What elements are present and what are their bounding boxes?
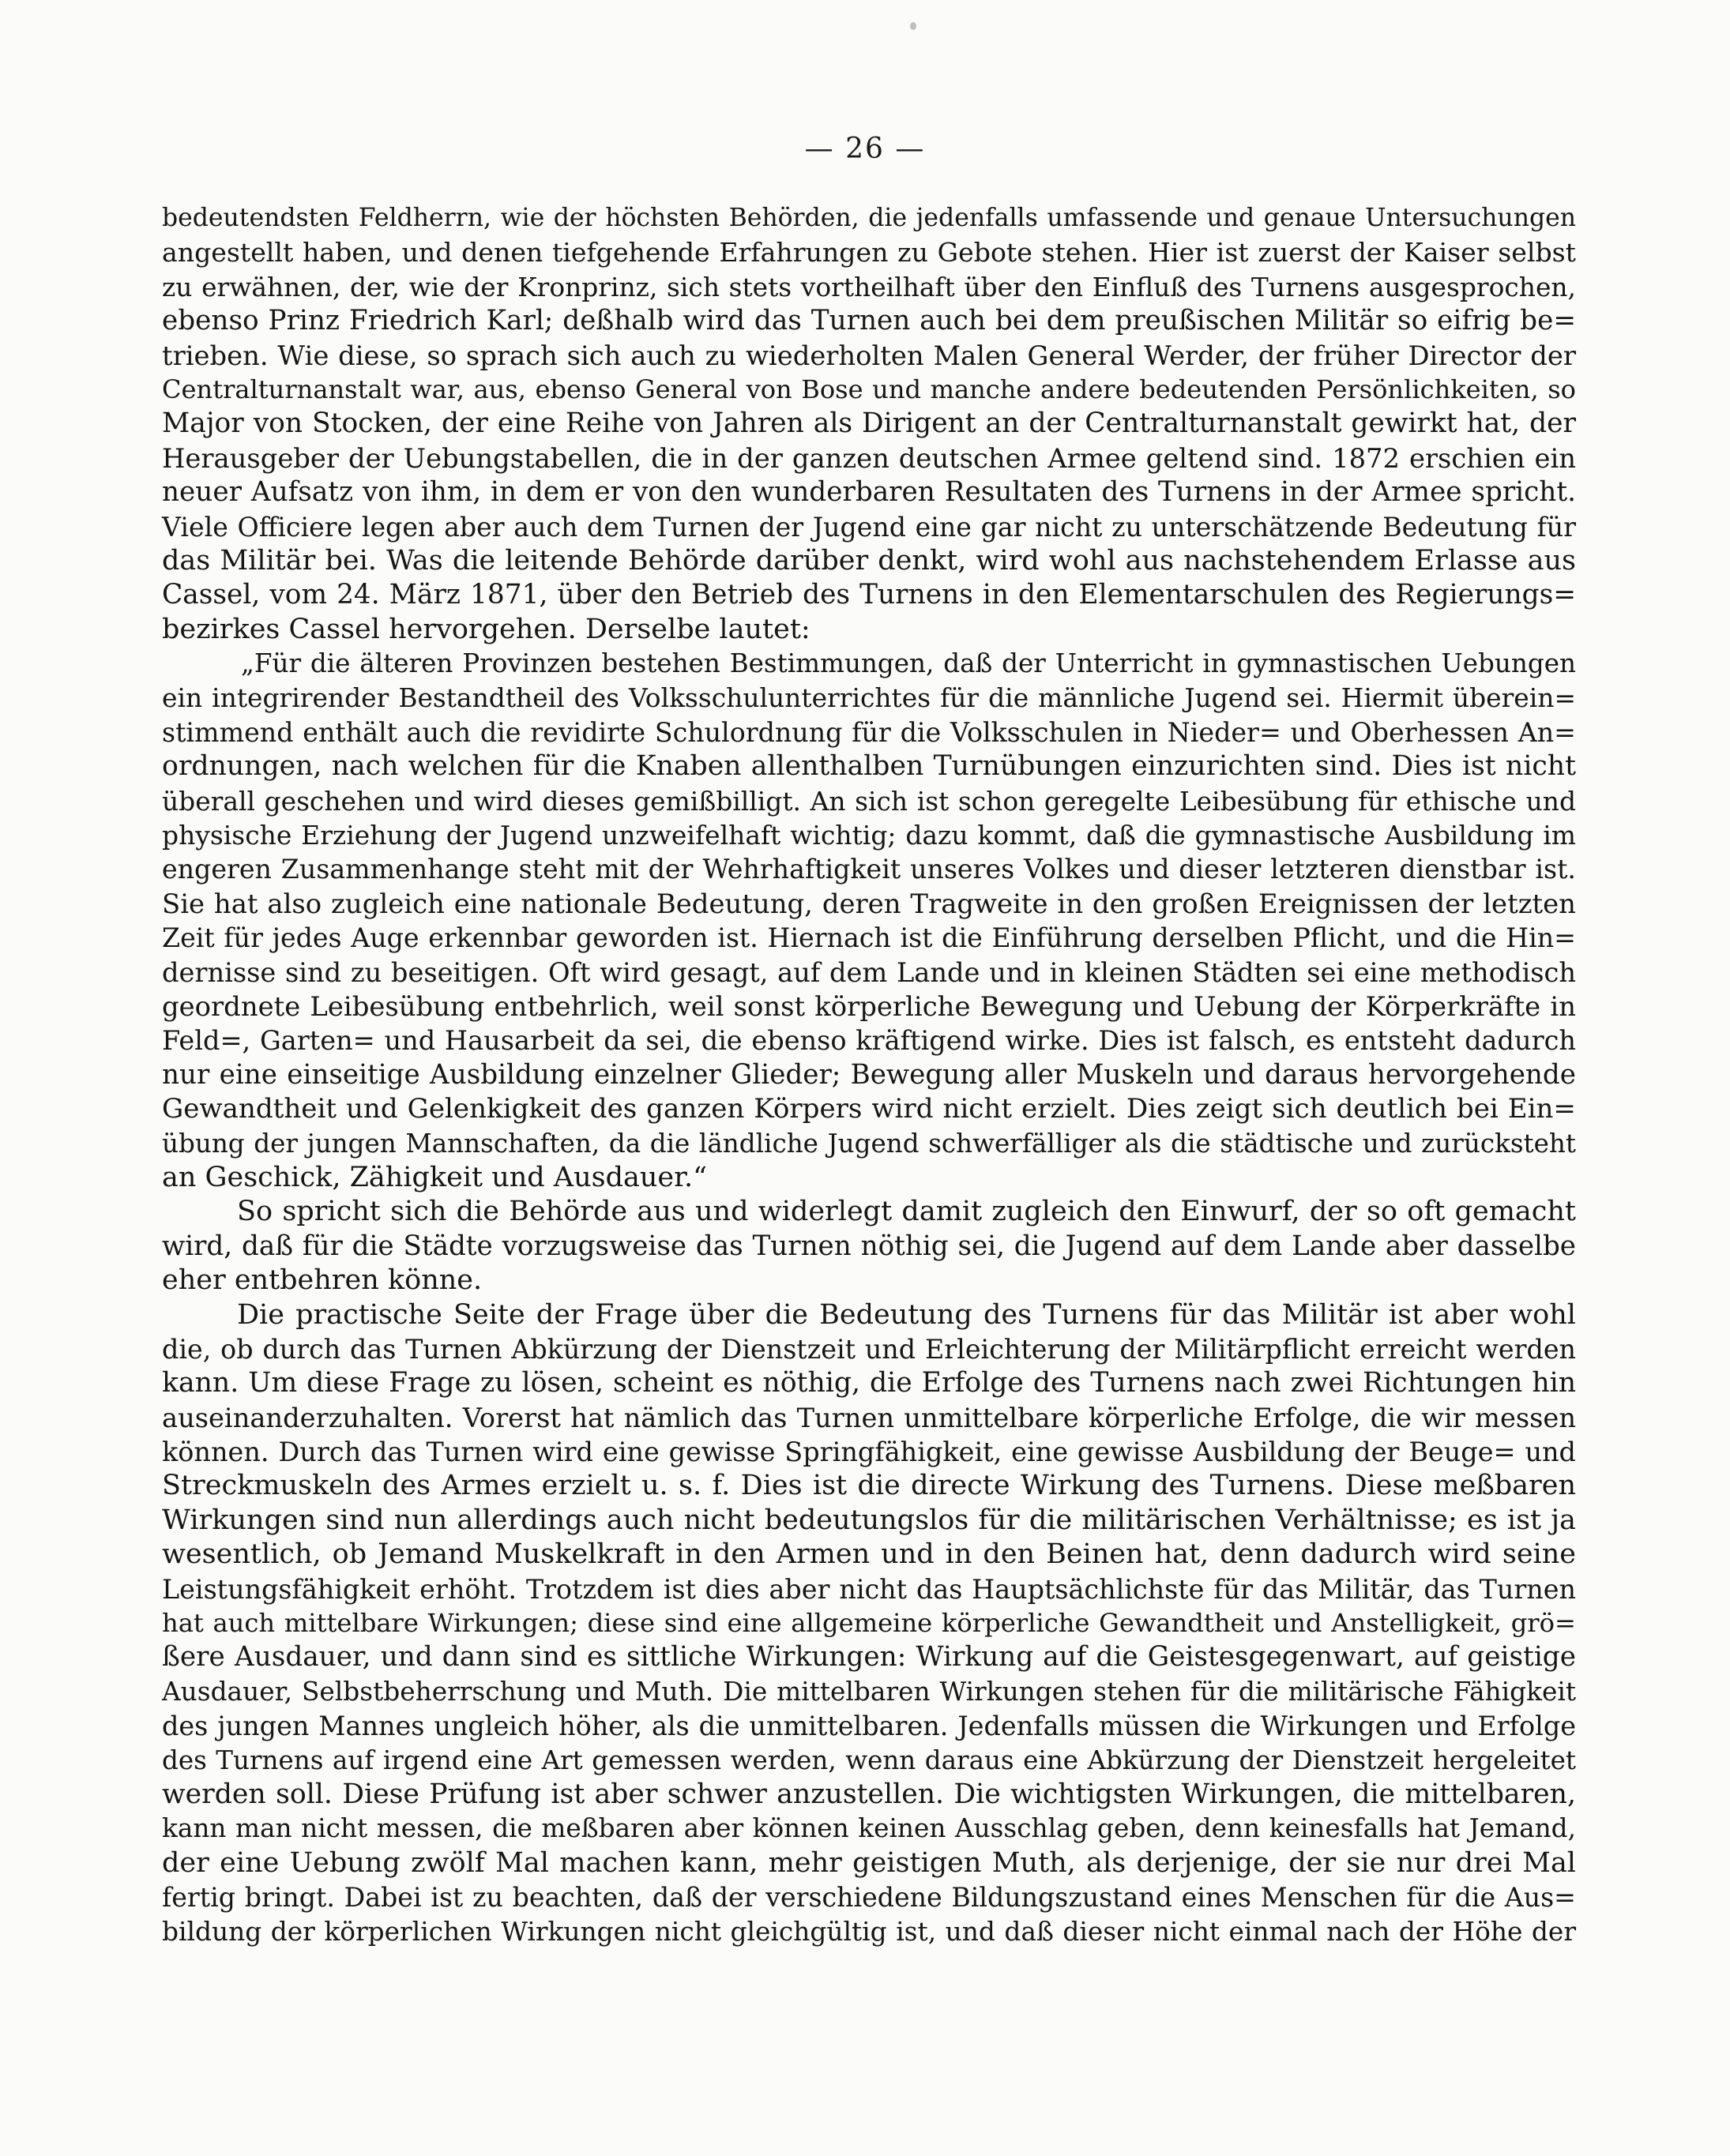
- text-line: Major von Stocken, der eine Reihe von Jahren als Dirigent an der Centralturnanstalt gewirkt hat, der: [162, 408, 1576, 440]
- text-line: Zeit für jedes Auge erkennbar geworden ist. Hiernach ist die Einführung derselben Pflicht, und die Hin=: [162, 922, 1576, 954]
- text-line: Leistungsfähigkeit erhöht. Trotzdem ist dies aber nicht das Hauptsächlichste für das Militär, das Turnen: [162, 1573, 1576, 1605]
- text-line: Centralturnanstalt war, aus, ebenso General von Bose und manche andere bedeutenden Persönlichkeiten, so: [162, 374, 1576, 404]
- text-line: überall geschehen und wird dieses gemißbilligt. An sich ist schon geregelte Leibesübung für ethische und: [162, 785, 1576, 817]
- text-line: Streckmuskeln des Armes erzielt u. s. f. Dies ist die directe Wirkung des Turnens. Diese meßbaren: [162, 1470, 1576, 1502]
- text-line: kann. Um diese Frage zu lösen, scheint es nöthig, die Erfolge des Turnens nach zwei Richtungen hin: [162, 1367, 1576, 1399]
- text-line: engeren Zusammenhange steht mit der Wehrhaftigkeit unseres Volkes und dieser letzteren dienstbar ist.: [162, 854, 1576, 885]
- text-line: auseinanderzuhalten. Vorerst hat nämlich das Turnen unmittelbare körperliche Erfolge, die wir messen: [162, 1402, 1576, 1433]
- text-line: bezirkes Cassel hervorgehen. Derselbe lautet:: [162, 613, 810, 645]
- text-line: So spricht sich die Behörde aus und widerlegt damit zugleich den Einwurf, der so oft gemacht: [237, 1196, 1576, 1228]
- text-line: werden soll. Diese Prüfung ist aber schwer anzustellen. Die wichtigsten Wirkungen, die mittelbaren,: [162, 1778, 1576, 1810]
- text-line: kann man nicht messen, die meßbaren aber können keinen Ausschlag geben, denn keinesfalls hat Jemand,: [162, 1813, 1576, 1844]
- text-line: dernisse sind zu beseitigen. Oft wird gesagt, auf dem Lande und in kleinen Städten sei eine methodisch: [162, 956, 1576, 988]
- text-line: Feld=, Garten= und Hausarbeit da sei, die ebenso kräftigend wirke. Dies ist falsch, es entsteht dadurch: [162, 1025, 1576, 1057]
- text-line: zu erwähnen, der, wie der Kronprinz, sich stets vortheilhaft über den Einfluß des Turnens ausgesprochen,: [162, 271, 1576, 302]
- text-line: fertig bringt. Dabei ist zu beachten, daß der verschiedene Bildungszustand eines Menschen für die Aus=: [162, 1882, 1576, 1914]
- text-line: stimmend enthält auch die revidirte Schulordnung für die Volksschulen in Nieder= und Oberhessen An=: [162, 716, 1576, 748]
- text-line: nur eine einseitige Ausbildung einzelner Glieder; Bewegung aller Muskeln und daraus hervorgehende: [162, 1058, 1576, 1091]
- text-line: übung der jungen Mannschaften, da die ländliche Jugend schwerfälliger als die städtische und zurücksteht: [162, 1128, 1576, 1159]
- text-line: angestellt haben, und denen tiefgehende Erfahrungen zu Gebote stehen. Hier ist zuerst der Kaiser selbst: [162, 237, 1576, 269]
- text-line: neuer Aufsatz von ihm, in dem er von den wunderbaren Resultaten des Turnens in der Armee spricht.: [162, 476, 1576, 509]
- text-line: wesentlich, ob Jemand Muskelkraft in den Armen und in den Beinen hat, denn dadurch wird seine: [162, 1538, 1576, 1571]
- page-number: — 26 —: [804, 133, 926, 165]
- text-line: des jungen Mannes ungleich höher, als die unmittelbaren. Jedenfalls müssen die Wirkungen und Erfolge: [162, 1711, 1576, 1742]
- body-text: [162, 201, 1576, 1949]
- text-line: das Militär bei. Was die leitende Behörde darüber denkt, wird wohl aus nachstehendem Erlasse aus: [162, 544, 1576, 577]
- text-line: Viele Officiere legen aber auch dem Turnen der Jugend eine gar nicht zu unterschätzende Bedeutung für: [162, 511, 1576, 543]
- text-line: physische Erziehung der Jugend unzweifelhaft wichtig; dazu kommt, daß die gymnastische Ausbildung im: [162, 820, 1576, 851]
- text-line: geordnete Leibesübung entbehrlich, weil sonst körperliche Bewegung und Uebung der Körperkräfte in: [162, 990, 1576, 1022]
- paper-spot: [910, 22, 916, 30]
- text-line: wird, daß für die Städte vorzugsweise das Turnen nöthig sei, die Jugend auf dem Lande aber dasselbe: [162, 1230, 1576, 1262]
- text-line: bedeutendsten Feldherrn, wie der höchsten Behörden, die jedenfalls umfassende und genaue Untersuchungen: [162, 204, 1576, 232]
- text-line: Ausdauer, Selbstbeherrschung und Muth. Die mittelbaren Wirkungen stehen für die militärische Fähigkeit: [162, 1676, 1576, 1707]
- text-line: Sie hat also zugleich eine nationale Bedeutung, deren Tragweite in den großen Ereignissen der letzten: [162, 888, 1576, 919]
- text-line: eher entbehren könne.: [162, 1264, 483, 1297]
- text-line: Cassel, vom 24. März 1871, über den Betrieb des Turnens in den Elementarschulen des Regierungs=: [162, 579, 1576, 611]
- text-line: bildung der körperlichen Wirkungen nicht gleichgültig ist, und daß dieser nicht einmal nach der Höhe der: [162, 1916, 1576, 1947]
- text-line: hat auch mittelbare Wirkungen; diese sind eine allgemeine körperliche Gewandtheit und Anstelligkeit, grö=: [162, 1608, 1576, 1639]
- text-line: Gewandtheit und Gelenkigkeit des ganzen Körpers wird nicht erzielt. Dies zeigt sich deutlich bei Ein=: [162, 1093, 1576, 1125]
- text-line: Wirkungen sind nun allerdings auch nicht bedeutungslos für die militärischen Verhältnisse; es ist ja: [162, 1504, 1576, 1536]
- text-line: der eine Uebung zwölf Mal machen kann, mehr geistigen Muth, als derjenige, der sie nur drei Mal: [162, 1846, 1576, 1879]
- text-line: trieben. Wie diese, so sprach sich auch zu wiederholten Malen General Werder, der früher Director der: [162, 340, 1576, 371]
- text-line: an Geschick, Zähigkeit und Ausdauer.“: [162, 1161, 708, 1193]
- text-line: ßere Ausdauer, und dann sind es sittliche Wirkungen: Wirkung auf die Geistesgegenwart, auf geistige: [162, 1641, 1576, 1673]
- text-line: „Für die älteren Provinzen bestehen Bestimmungen, daß der Unterricht in gymnastischen Uebungen: [241, 648, 1576, 679]
- text-line: die, ob durch das Turnen Abkürzung der Dienstzeit und Erleichterung der Militärpflicht erreicht werden: [162, 1333, 1576, 1365]
- text-line: ebenso Prinz Friedrich Karl; deßhalb wird das Turnen auch bei dem preußischen Militär so eifrig be=: [162, 305, 1576, 337]
- text-line: Die practische Seite der Frage über die Bedeutung des Turnens für das Militär ist aber wohl: [237, 1298, 1576, 1331]
- text-line: ein integrirender Bestandtheil des Volksschulunterrichtes für die männliche Jugend sei. Hiermit überein=: [162, 682, 1576, 714]
- text-line: Herausgeber der Uebungstabellen, die in der ganzen deutschen Armee geltend sind. 1872 erschien ein: [162, 442, 1576, 474]
- text-line: ordnungen, nach welchen für die Knaben allenthalben Turnübungen einzurichten sind. Dies ist nicht: [162, 750, 1576, 783]
- text-line: können. Durch das Turnen wird eine gewisse Springfähigkeit, eine gewisse Ausbildung der Beuge= und: [162, 1437, 1576, 1468]
- text-line: des Turnens auf irgend eine Art gemessen werden, wenn daraus eine Abkürzung der Dienstzeit hergeleitet: [162, 1745, 1576, 1775]
